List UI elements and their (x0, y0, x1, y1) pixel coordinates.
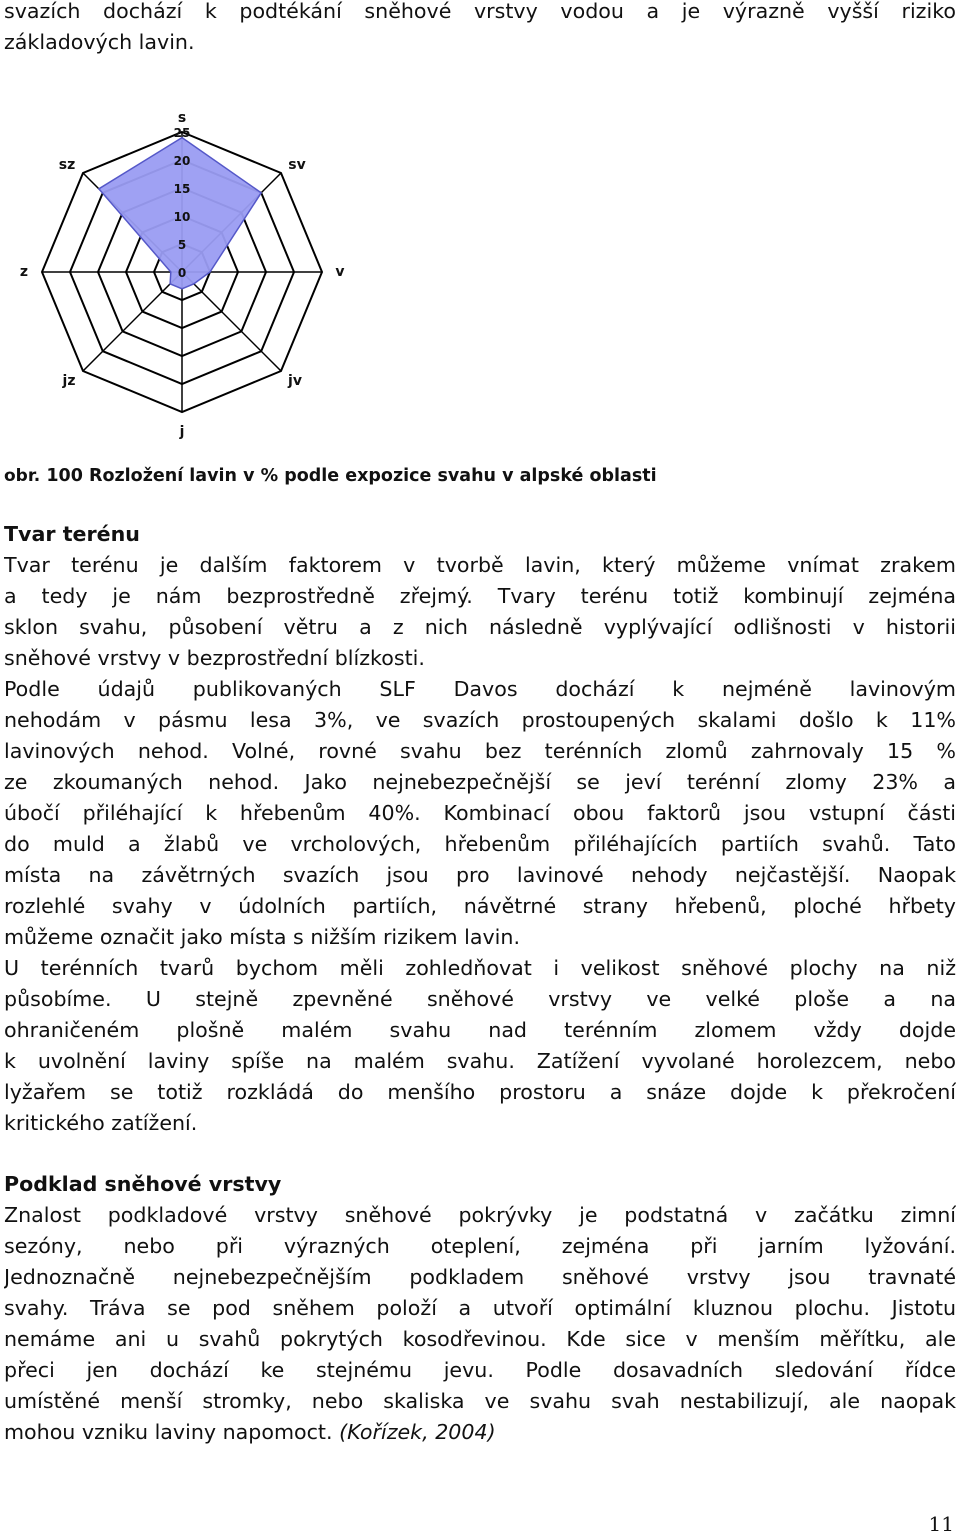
terrain-paragraph-1 (4, 550, 956, 674)
text-line: sněhové vrstvy v bezprostřední blízkosti. (4, 646, 425, 670)
radar-chart (18, 100, 348, 450)
figure-caption (4, 462, 657, 490)
tick-label: 0 (177, 266, 187, 280)
citation: (Kořízek, 2004) (339, 1420, 496, 1444)
terrain-paragraph-2 (4, 674, 956, 953)
text-line: svazích dochází k podtékání sněhové vrstvy vodou a je výrazně vyšší riziko (4, 0, 956, 23)
text-line-body: mohou vzniku laviny napomoct. (4, 1420, 333, 1444)
caption-text: 100 Rozložení lavin v % podle expozice svahu v alpské oblasti (46, 466, 657, 486)
text-line: k uvolnění laviny spíše na malém svahu. Zatížení vyvolané horolezcem, nebo (4, 1049, 956, 1073)
text-line: U terénních tvarů bychom měli zohledňovat i velikost sněhové plochy na niž (4, 956, 956, 980)
text-line: Jednoznačně nejnebezpečnějším podkladem sněhové vrstvy jsou travnaté (4, 1265, 956, 1289)
text-line: a tedy je nám bezprostředně zřejmý. Tvary terénu totiž kombinují zejména (4, 584, 956, 608)
text-line: nemáme ani u svahů pokrytých kosodřevinou. Kde sice v menším měřítku, ale (4, 1327, 956, 1351)
text-line: ze zkoumaných nehod. Jako nejnebezpečnější se jeví terénní zlomy 23% a (4, 770, 956, 794)
text-line: sklon svahu, působení větru a z nich následně vyplývající odlišnosti v historii (4, 615, 956, 639)
text-line: ohraničeném plošně malém svahu nad terénním zlomem vždy dojde (4, 1018, 956, 1042)
category-label: jz (62, 372, 76, 389)
text-line: základových lavin. (4, 30, 195, 54)
caption-prefix: obr. (4, 466, 41, 486)
text-line: kritického zatížení. (4, 1111, 198, 1135)
category-label: z (19, 264, 29, 280)
tick-label: 20 (173, 154, 191, 168)
category-label: sv (288, 157, 306, 174)
text-line: lavinových nehod. Volné, rovné svahu bez terénních zlomů zahrnovaly 15 % (4, 739, 956, 763)
category-label: s (177, 110, 187, 126)
text-line: svahy. Tráva se pod sněhem položí a utvoří optimální kluznou plochu. Jistotu (4, 1296, 956, 1320)
tick-label: 10 (173, 210, 191, 224)
category-label: jv (288, 372, 302, 389)
text-line: umístěné menší stromky, nebo skaliska ve svahu svah nestabilizují, ale naopak (4, 1389, 956, 1413)
text-line: sezóny, nebo při výrazných oteplení, zejména při jarním lyžování. (4, 1234, 956, 1258)
text-line: Tvar terénu je dalším faktorem v tvorbě lavin, který můžeme vnímat zrakem (4, 553, 956, 577)
text-line: rozlehlé svahy v údolních partiích, návětrné strany hřebenů, ploché hřbety (4, 894, 956, 918)
section-heading-base: Podklad sněhové vrstvy (4, 1172, 282, 1196)
base-paragraph (4, 1200, 956, 1448)
tick-label: 5 (177, 238, 187, 252)
tick-label: 15 (173, 182, 191, 196)
text-line: nehodám v pásmu lesa 3%, ve svazích prostoupených skalami došlo k 11% (4, 708, 956, 732)
category-label: v (335, 264, 345, 280)
category-label: j (179, 424, 185, 440)
top-paragraph (4, 0, 956, 58)
page-number: 11 (928, 1512, 954, 1536)
category-label: sz (58, 157, 76, 174)
text-line: místa na závětrných svazích jsou pro lavinové nehody nejčastější. Naopak (4, 863, 956, 887)
text-line: Podle údajů publikovaných SLF Davos dochází k nejméně lavinovým (4, 677, 956, 701)
tick-label: 25 (173, 126, 191, 140)
text-line: působíme. U stejně zpevněné sněhové vrstvy ve velké ploše a na (4, 987, 956, 1011)
text-line: úbočí přiléhající k hřebenům 40%. Kombinací obou faktorů jsou vstupní části (4, 801, 956, 825)
text-line: do muld a žlabů ve vrcholových, hřebenům přiléhajících partiích svahů. Tato (4, 832, 956, 856)
text-line: můžeme označit jako místa s nižším rizikem lavin. (4, 925, 520, 949)
text-line (4, 1417, 956, 1448)
terrain-paragraph-3 (4, 953, 956, 1139)
text-line: Znalost podkladové vrstvy sněhové pokrývky je podstatná v začátku zimní (4, 1203, 956, 1227)
text-line: přeci jen dochází ke stejnému jevu. Podle dosavadních sledování řídce (4, 1358, 956, 1382)
text-line: lyžařem se totiž rozkládá do menšího prostoru a snáze dojde k překročení (4, 1080, 956, 1104)
section-heading-terrain: Tvar terénu (4, 522, 140, 546)
